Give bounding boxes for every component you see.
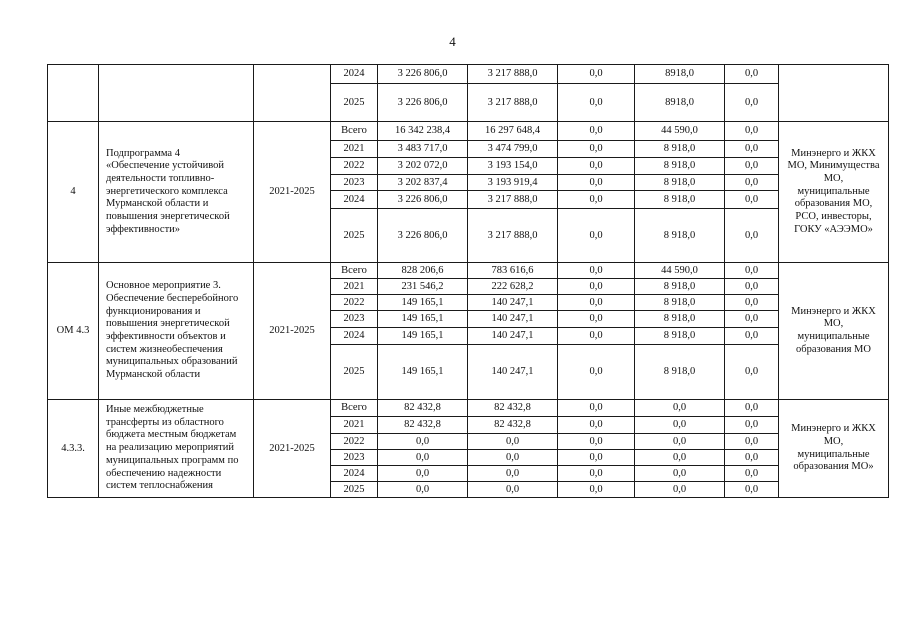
item-name-line: деятельности топливно-	[106, 172, 215, 184]
responsible-line: МО,	[823, 435, 844, 447]
year-cell: 2023	[331, 311, 378, 328]
period-cell: 2021-2025	[254, 122, 331, 263]
amount-cell: 44 590,0	[635, 263, 725, 279]
year-cell: 2022	[331, 295, 378, 311]
item-number-cell	[48, 65, 99, 122]
amount-cell: 0,0	[378, 466, 468, 482]
amount-cell: 828 206,6	[378, 263, 468, 279]
responsible-line: МО,	[823, 172, 844, 184]
table-body	[48, 65, 889, 498]
amount-cell: 0,0	[378, 434, 468, 450]
item-name-line: муниципальных образований	[106, 356, 238, 368]
responsible-line: образования МО»	[793, 461, 874, 473]
year-cell: 2025	[331, 345, 378, 400]
amount-cell: 149 165,1	[378, 328, 468, 345]
amount-cell: 0,0	[725, 158, 779, 175]
amount-cell: 3 226 806,0	[378, 65, 468, 84]
item-name-cell	[99, 400, 254, 498]
responsible-line: Минэнерго и ЖКХ	[791, 423, 876, 435]
period-cell: 2021-2025	[254, 400, 331, 498]
amount-cell: 0,0	[558, 158, 635, 175]
page-number: 4	[449, 34, 456, 49]
amount-cell: 8 918,0	[635, 345, 725, 400]
amount-cell: 0,0	[468, 434, 558, 450]
amount-cell: 0,0	[558, 65, 635, 84]
amount-cell: 0,0	[378, 482, 468, 498]
item-name-line: Мурманской области	[106, 369, 201, 381]
amount-cell: 0,0	[378, 450, 468, 466]
amount-cell: 8 918,0	[635, 175, 725, 191]
responsible-cell	[779, 263, 889, 400]
responsible-line: Минэнерго и ЖКХ	[791, 305, 876, 317]
amount-cell: 0,0	[725, 400, 779, 417]
amount-cell: 0,0	[725, 65, 779, 84]
amount-cell: 3 217 888,0	[468, 65, 558, 84]
amount-cell: 0,0	[558, 295, 635, 311]
amount-cell: 8 918,0	[635, 209, 725, 263]
amount-cell: 0,0	[468, 466, 558, 482]
period-cell: 2021-2025	[254, 263, 331, 400]
amount-cell: 0,0	[725, 122, 779, 141]
item-name-line: энергетического комплекса	[106, 185, 228, 197]
item-name-line: эффективности объектов и	[106, 331, 226, 342]
year-cell: 2022	[331, 434, 378, 450]
year-cell: 2024	[331, 191, 378, 209]
amount-cell: 0,0	[558, 328, 635, 345]
amount-cell: 222 628,2	[468, 279, 558, 295]
amount-cell: 82 432,8	[468, 400, 558, 417]
year-cell: 2021	[331, 279, 378, 295]
year-cell: Всего	[331, 263, 378, 279]
amount-cell: 0,0	[725, 295, 779, 311]
amount-cell: 0,0	[635, 482, 725, 498]
amount-cell: 0,0	[558, 209, 635, 263]
year-cell: Всего	[331, 122, 378, 141]
amount-cell: 783 616,6	[468, 263, 558, 279]
item-name-line: систем теплоснабжения	[106, 480, 213, 492]
amount-cell: 0,0	[725, 417, 779, 434]
amount-cell: 82 432,8	[378, 400, 468, 417]
responsible-line: муниципальные	[797, 448, 870, 460]
amount-cell: 0,0	[725, 209, 779, 263]
year-cell: Всего	[331, 400, 378, 417]
amount-cell: 0,0	[725, 279, 779, 295]
amount-cell: 0,0	[725, 450, 779, 466]
amount-cell: 0,0	[725, 434, 779, 450]
amount-cell: 3 226 806,0	[378, 209, 468, 263]
item-name-line: муниципальных программ по	[106, 454, 239, 466]
period-cell	[254, 65, 331, 122]
amount-cell: 8 918,0	[635, 295, 725, 311]
responsible-cell	[779, 65, 889, 122]
amount-cell: 3 193 919,4	[468, 175, 558, 191]
amount-cell: 231 546,2	[378, 279, 468, 295]
amount-cell: 0,0	[558, 311, 635, 328]
amount-cell: 0,0	[725, 84, 779, 122]
amount-cell: 3 217 888,0	[468, 191, 558, 209]
amount-cell: 3 483 717,0	[378, 141, 468, 158]
responsible-line: ГОКУ «АЭЭМО»	[794, 223, 873, 235]
amount-cell: 140 247,1	[468, 295, 558, 311]
amount-cell: 0,0	[558, 434, 635, 450]
year-cell: 2024	[331, 65, 378, 84]
amount-cell: 3 217 888,0	[468, 84, 558, 122]
amount-cell: 0,0	[725, 191, 779, 209]
amount-cell: 0,0	[558, 122, 635, 141]
item-name-line: обеспечению надежности	[106, 467, 222, 479]
amount-cell: 8918,0	[635, 84, 725, 122]
item-name-line: «Обеспечение устойчивой	[106, 160, 224, 172]
amount-cell: 0,0	[635, 450, 725, 466]
item-name-line: Обеспечение бесперебойного	[106, 292, 239, 304]
amount-cell: 16 342 238,4	[378, 122, 468, 141]
amount-cell: 3 226 806,0	[378, 191, 468, 209]
amount-cell: 0,0	[725, 345, 779, 400]
responsible-line: образования МО	[796, 343, 871, 355]
year-cell: 2025	[331, 482, 378, 498]
amount-cell: 0,0	[558, 141, 635, 158]
year-cell: 2025	[331, 84, 378, 122]
amount-cell: 149 165,1	[378, 311, 468, 328]
amount-cell: 0,0	[725, 328, 779, 345]
item-number-cell: 4	[48, 122, 99, 263]
amount-cell: 0,0	[468, 482, 558, 498]
amount-cell: 0,0	[558, 175, 635, 191]
amount-cell: 0,0	[558, 466, 635, 482]
amount-cell: 0,0	[468, 450, 558, 466]
responsible-line: муниципальные	[797, 331, 870, 342]
amount-cell: 8 918,0	[635, 328, 725, 345]
year-cell: 2021	[331, 141, 378, 158]
amount-cell: 0,0	[725, 466, 779, 482]
amount-cell: 0,0	[725, 141, 779, 158]
item-name-line: бюджета местным бюджетам	[106, 429, 237, 441]
amount-cell: 149 165,1	[378, 295, 468, 311]
year-cell: 2023	[331, 450, 378, 466]
item-name-line: повышения энергетической	[106, 318, 230, 330]
responsible-line: РСО, инвесторы,	[795, 211, 872, 223]
responsible-cell	[779, 400, 889, 498]
amount-cell: 149 165,1	[378, 345, 468, 400]
amount-cell: 44 590,0	[635, 122, 725, 141]
amount-cell: 8 918,0	[635, 279, 725, 295]
responsible-line: Минэнерго и ЖКХ	[791, 147, 876, 159]
item-name-cell	[99, 65, 254, 122]
responsible-line: МО,	[823, 318, 844, 330]
item-name-line: систем жизнеобеспечения	[106, 343, 223, 355]
year-cell: 2025	[331, 209, 378, 263]
amount-cell: 0,0	[558, 263, 635, 279]
responsible-line: МО, Минимущества	[787, 160, 880, 172]
amount-cell: 0,0	[635, 400, 725, 417]
amount-cell: 140 247,1	[468, 345, 558, 400]
item-name-cell	[99, 122, 254, 263]
budget-table	[47, 64, 889, 498]
amount-cell: 82 432,8	[378, 417, 468, 434]
item-number-cell: ОМ 4.3	[48, 263, 99, 400]
responsible-line: образования МО,	[794, 198, 873, 210]
amount-cell: 0,0	[558, 279, 635, 295]
amount-cell: 3 202 837,4	[378, 175, 468, 191]
amount-cell: 8918,0	[635, 65, 725, 84]
table-row	[48, 400, 889, 417]
amount-cell: 0,0	[635, 417, 725, 434]
amount-cell: 140 247,1	[468, 328, 558, 345]
amount-cell: 0,0	[725, 263, 779, 279]
amount-cell: 0,0	[635, 434, 725, 450]
amount-cell: 8 918,0	[635, 158, 725, 175]
amount-cell: 16 297 648,4	[468, 122, 558, 141]
amount-cell: 3 202 072,0	[378, 158, 468, 175]
item-name-line: Иные межбюджетные	[106, 404, 204, 416]
amount-cell: 82 432,8	[468, 417, 558, 434]
item-name-line: эффективности»	[106, 223, 181, 235]
table-row	[48, 122, 889, 141]
amount-cell: 8 918,0	[635, 191, 725, 209]
table-row	[48, 263, 889, 279]
amount-cell: 0,0	[635, 466, 725, 482]
amount-cell: 3 226 806,0	[378, 84, 468, 122]
year-cell: 2024	[331, 466, 378, 482]
item-name-cell	[99, 263, 254, 400]
amount-cell: 0,0	[558, 84, 635, 122]
item-name-line: Мурманской области и	[106, 198, 209, 210]
item-number-cell: 4.3.3.	[48, 400, 99, 498]
year-cell: 2022	[331, 158, 378, 175]
amount-cell: 0,0	[725, 311, 779, 328]
amount-cell: 0,0	[558, 417, 635, 434]
item-name-line: функционирования и	[106, 305, 201, 317]
item-name-line: трансферты из областного	[106, 416, 224, 428]
amount-cell: 140 247,1	[468, 311, 558, 328]
amount-cell: 3 217 888,0	[468, 209, 558, 263]
responsible-cell	[779, 122, 889, 263]
item-name-line: повышения энергетической	[106, 211, 230, 223]
amount-cell: 0,0	[558, 191, 635, 209]
year-cell: 2024	[331, 328, 378, 345]
amount-cell: 0,0	[558, 450, 635, 466]
responsible-line: муниципальные	[797, 185, 870, 197]
amount-cell: 8 918,0	[635, 311, 725, 328]
year-cell: 2023	[331, 175, 378, 191]
amount-cell: 3 474 799,0	[468, 141, 558, 158]
amount-cell: 8 918,0	[635, 141, 725, 158]
table-row	[48, 65, 889, 84]
amount-cell: 0,0	[558, 400, 635, 417]
item-name-line: Подпрограмма 4	[106, 147, 180, 159]
amount-cell: 0,0	[558, 482, 635, 498]
amount-cell: 0,0	[558, 345, 635, 400]
amount-cell: 3 193 154,0	[468, 158, 558, 175]
amount-cell: 0,0	[725, 175, 779, 191]
amount-cell: 0,0	[725, 482, 779, 498]
item-name-line: на реализацию мероприятий	[106, 442, 235, 454]
item-name-line: Основное мероприятие 3.	[106, 280, 221, 292]
year-cell: 2021	[331, 417, 378, 434]
